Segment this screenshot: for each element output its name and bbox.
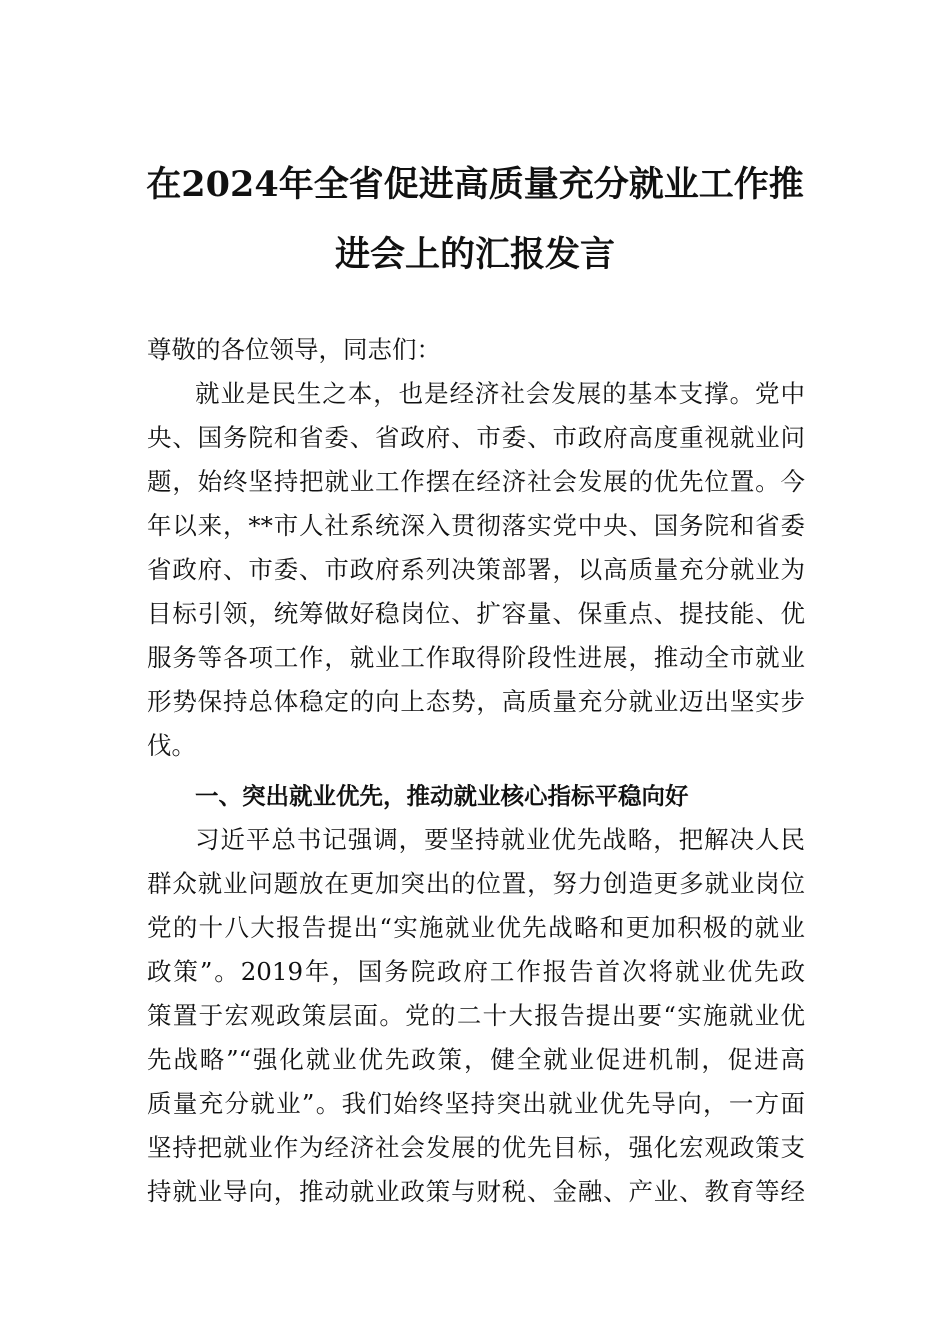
document-title-line-2: 进会上的汇报发言 xyxy=(334,234,615,275)
paragraph-line: 习近平总书记强调，要坚持就业优先战略，把解决人民 xyxy=(195,825,805,854)
paragraph-line: 就业是民生之本，也是经济社会发展的基本支撑。党中 xyxy=(195,379,805,408)
paragraph-line: 坚持把就业作为经济社会发展的优先目标，强化宏观政策支 xyxy=(147,1133,805,1162)
paragraph-line: 服务等各项工作，就业工作取得阶段性进展，推动全市就业 xyxy=(147,643,805,672)
paragraph-line: 持就业导向，推动就业政策与财税、金融、产业、教育等经 xyxy=(147,1177,805,1206)
paragraph-line: 策置于宏观政策层面。党的二十大报告提出要“实施就业优 xyxy=(147,1001,805,1030)
paragraph-line: 央、国务院和省委、省政府、市委、市政府高度重视就业问 xyxy=(147,423,805,452)
paragraph-line: 省政府、市委、市政府系列决策部署，以高质量充分就业为 xyxy=(147,555,805,584)
salutation: 尊敬的各位领导，同志们： xyxy=(147,335,441,364)
document-title-line-1: 在2024年全省促进高质量充分就业工作推 xyxy=(146,164,804,205)
paragraph-line: 题，始终坚持把就业工作摆在经济社会发展的优先位置。今 xyxy=(147,467,805,496)
paragraph-line: 先战略”“强化就业优先政策，健全就业促进机制，促进高 xyxy=(147,1045,805,1074)
paragraph-line: 年以来，**市人社系统深入贯彻落实党中央、国务院和省委 xyxy=(147,511,805,540)
paragraph-line: 目标引领，统筹做好稳岗位、扩容量、保重点、提技能、优 xyxy=(147,599,805,628)
paragraph-line: 伐。 xyxy=(147,731,196,760)
paragraph-line: 党的十八大报告提出“实施就业优先战略和更加积极的就业 xyxy=(147,913,805,942)
paragraph-line: 形势保持总体稳定的向上态势，高质量充分就业迈出坚实步 xyxy=(147,687,805,716)
paragraph-line: 政策”。2019年，国务院政府工作报告首次将就业优先政 xyxy=(147,957,805,986)
paragraph-line: 质量充分就业”。我们始终坚持突出就业优先导向，一方面 xyxy=(147,1089,805,1118)
section-heading: 一、突出就业优先，推动就业核心指标平稳向好 xyxy=(195,782,689,810)
paragraph-line: 群众就业问题放在更加突出的位置，努力创造更多就业岗位 xyxy=(147,869,805,898)
